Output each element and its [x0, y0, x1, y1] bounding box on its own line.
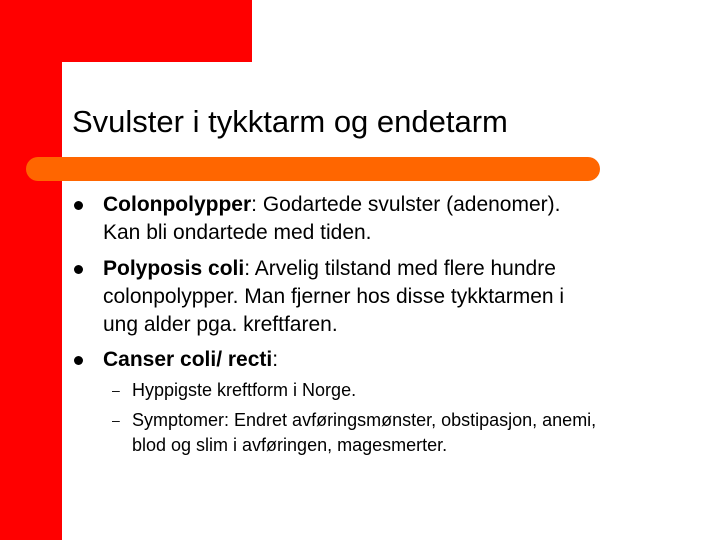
bullet-text: Kan bli ondartede med tiden. [103, 221, 372, 244]
bullet-text: : Arvelig tilstand med flere hundre [244, 257, 556, 280]
sub-bullet-item [132, 378, 692, 403]
sub-bullet-text: blod og slim i avføringen, magesmerter. [132, 435, 448, 455]
sub-bullet-text: Hyppigste kreftform i Norge. [132, 380, 357, 400]
title-underline-bar [26, 157, 600, 181]
bullet-dot [74, 201, 83, 210]
bullet-term: Colonpolypper [103, 193, 252, 216]
red-sidebar [0, 0, 62, 540]
bullet-item [103, 346, 663, 374]
sub-bullet-text: Symptomer: Endret avføringsmønster, obstipasjon, anemi, [132, 410, 597, 430]
sub-bullet-dash: – [112, 412, 120, 428]
sub-bullet-dash: – [112, 382, 120, 398]
bullet-dot [74, 265, 83, 274]
bullet-item [103, 191, 663, 247]
bullet-text: : [272, 348, 279, 371]
bullet-term: Canser coli/ recti [103, 348, 273, 371]
bullet-text: ung alder pga. kreftfaren. [103, 313, 338, 336]
bullet-text: : Godartede svulster (adenomer). [251, 193, 561, 216]
slide-title: Svulster i tykktarm og endetarm [72, 104, 508, 139]
bullet-term: Polyposis coli [103, 257, 245, 280]
sub-bullet-item [132, 408, 692, 458]
bullet-item [103, 255, 663, 339]
bullet-dot [74, 356, 83, 365]
bullet-text: colonpolypper. Man fjerner hos disse tykktarmen i [103, 285, 565, 308]
